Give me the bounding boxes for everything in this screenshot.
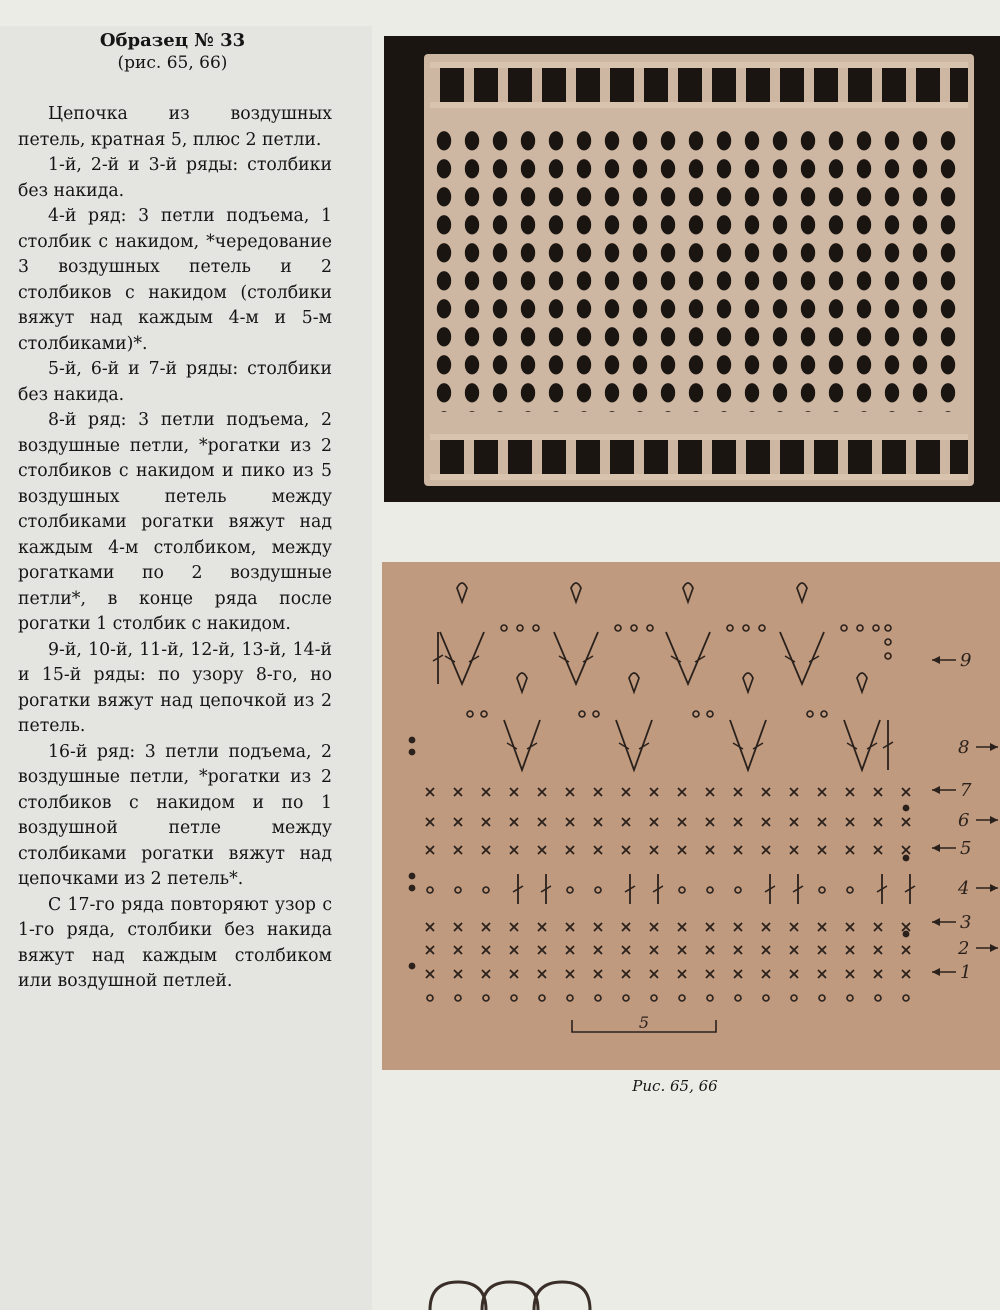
- single-crochet-mark: [650, 846, 658, 854]
- single-crochet-mark: [902, 846, 910, 854]
- chain-stitch-mark: [511, 995, 517, 1001]
- chain-stitch-mark: [819, 887, 825, 893]
- chain-stitch-mark: [533, 625, 539, 631]
- single-crochet-mark: [902, 818, 910, 826]
- chain-stitch-mark: [763, 995, 769, 1001]
- chain-stitch-mark: [615, 625, 621, 631]
- single-crochet-mark: [706, 788, 714, 796]
- chain-stitch-mark: [885, 625, 891, 631]
- single-crochet-mark: [482, 818, 490, 826]
- picot-mark: [457, 583, 467, 602]
- chain-stitch-mark: [707, 887, 713, 893]
- single-crochet-mark: [902, 970, 910, 978]
- single-crochet-mark: [818, 970, 826, 978]
- chain-stitch-mark: [679, 995, 685, 1001]
- chain-stitch-mark: [679, 887, 685, 893]
- single-crochet-mark: [454, 970, 462, 978]
- slip-stitch-mark: [903, 931, 910, 938]
- single-crochet-mark: [706, 846, 714, 854]
- single-crochet-mark: [538, 788, 546, 796]
- single-crochet-mark: [650, 946, 658, 954]
- single-crochet-mark: [594, 923, 602, 931]
- stitch-chart-svg: [382, 562, 1000, 1070]
- row-label: 4: [958, 878, 970, 899]
- row-arrowhead: [990, 944, 998, 952]
- picot-mark: [629, 673, 639, 692]
- single-crochet-mark: [538, 970, 546, 978]
- row-arrowhead: [932, 918, 940, 926]
- fabric-top-band: [430, 62, 968, 108]
- chain-stitch-mark: [875, 995, 881, 1001]
- picot-mark: [857, 673, 867, 692]
- chain-stitch-mark: [727, 625, 733, 631]
- single-crochet-mark: [566, 923, 574, 931]
- single-crochet-mark: [510, 923, 518, 931]
- single-crochet-mark: [510, 846, 518, 854]
- single-crochet-mark: [594, 970, 602, 978]
- chain-stitch-mark: [707, 711, 713, 717]
- chain-stitch-mark: [567, 887, 573, 893]
- slip-stitch-mark: [409, 963, 416, 970]
- single-crochet-mark: [790, 846, 798, 854]
- single-crochet-mark: [454, 846, 462, 854]
- pattern-figure-ref: (рис. 65, 66): [117, 53, 228, 73]
- single-crochet-mark: [594, 946, 602, 954]
- single-crochet-mark: [678, 788, 686, 796]
- chain-stitch-mark: [847, 995, 853, 1001]
- chain-stitch-mark: [539, 995, 545, 1001]
- single-crochet-mark: [538, 946, 546, 954]
- single-crochet-mark: [566, 946, 574, 954]
- single-crochet-mark: [902, 788, 910, 796]
- single-crochet-mark: [426, 970, 434, 978]
- slip-stitch-mark: [409, 749, 416, 756]
- chain-stitch-mark: [857, 625, 863, 631]
- chain-stitch-mark: [481, 711, 487, 717]
- chain-stitch-mark: [517, 625, 523, 631]
- single-crochet-mark: [650, 818, 658, 826]
- chain-stitch-mark: [743, 625, 749, 631]
- figure-caption: Рис. 65, 66: [632, 1077, 718, 1095]
- single-crochet-mark: [846, 946, 854, 954]
- chain-stitch-mark: [483, 887, 489, 893]
- chain-stitch-mark: [579, 711, 585, 717]
- row-label: 8: [958, 737, 970, 758]
- row-arrowhead: [990, 743, 998, 751]
- crochet-fabric: [424, 54, 974, 486]
- chain-stitch-mark: [807, 711, 813, 717]
- chain-stitch-mark: [693, 711, 699, 717]
- paragraph-rows-9-15: 9-й, 10-й, 11-й, 12-й, 13-й, 14-й и 15-й ряды: по узору 8-го, но рогатки вяжут над цепочкой из 2 петель.: [18, 639, 332, 736]
- single-crochet-mark: [622, 946, 630, 954]
- row-label: 7: [960, 780, 972, 801]
- single-crochet-mark: [622, 970, 630, 978]
- single-crochet-mark: [790, 818, 798, 826]
- single-crochet-mark: [762, 818, 770, 826]
- single-crochet-mark: [622, 818, 630, 826]
- single-crochet-mark: [650, 923, 658, 931]
- single-crochet-mark: [846, 846, 854, 854]
- picot-mark: [683, 583, 693, 602]
- single-crochet-mark: [902, 946, 910, 954]
- single-crochet-mark: [902, 923, 910, 931]
- chain-stitch-mark: [593, 711, 599, 717]
- repeat-label: 5: [638, 1013, 650, 1032]
- v-stitch-mark: [780, 632, 824, 684]
- chain-stitch-mark: [455, 887, 461, 893]
- single-crochet-mark: [510, 818, 518, 826]
- single-crochet-mark: [762, 846, 770, 854]
- chain-stitch-mark: [651, 995, 657, 1001]
- chain-stitch-mark: [759, 625, 765, 631]
- decorative-ornament: [420, 1268, 620, 1310]
- single-crochet-mark: [762, 946, 770, 954]
- single-crochet-mark: [706, 970, 714, 978]
- single-crochet-mark: [818, 923, 826, 931]
- chain-stitch-mark: [873, 625, 879, 631]
- chain-stitch-mark: [467, 711, 473, 717]
- chain-stitch-mark: [885, 653, 891, 659]
- single-crochet-mark: [426, 923, 434, 931]
- single-crochet-mark: [874, 818, 882, 826]
- single-crochet-mark: [762, 970, 770, 978]
- single-crochet-mark: [762, 923, 770, 931]
- chain-stitch-mark: [821, 711, 827, 717]
- picot-mark: [517, 673, 527, 692]
- single-crochet-mark: [846, 970, 854, 978]
- chain-stitch-mark: [595, 887, 601, 893]
- chain-stitch-mark: [735, 887, 741, 893]
- instructions: [18, 102, 332, 995]
- single-crochet-mark: [482, 923, 490, 931]
- single-crochet-mark: [454, 818, 462, 826]
- single-crochet-mark: [846, 818, 854, 826]
- row-label: 6: [958, 810, 970, 831]
- chain-stitch-mark: [501, 625, 507, 631]
- row-arrowhead: [932, 786, 940, 794]
- chain-stitch-mark: [427, 995, 433, 1001]
- row-arrowhead: [990, 884, 998, 892]
- single-crochet-mark: [874, 946, 882, 954]
- chain-stitch-mark: [735, 995, 741, 1001]
- single-crochet-mark: [510, 946, 518, 954]
- v-stitch-mark: [554, 632, 598, 684]
- single-crochet-mark: [622, 788, 630, 796]
- single-crochet-mark: [874, 923, 882, 931]
- chain-stitch-mark: [707, 995, 713, 1001]
- single-crochet-mark: [818, 788, 826, 796]
- single-crochet-mark: [734, 970, 742, 978]
- single-crochet-mark: [566, 788, 574, 796]
- single-crochet-mark: [818, 818, 826, 826]
- sample-photo: [384, 36, 1000, 502]
- chain-stitch-mark: [455, 995, 461, 1001]
- single-crochet-mark: [482, 946, 490, 954]
- fabric-bottom-band: [430, 434, 968, 480]
- picot-mark: [571, 583, 581, 602]
- paragraph-rows-5-7: 5-й, 6-й и 7-й ряды: столбики без накида.: [18, 359, 332, 405]
- single-crochet-mark: [622, 846, 630, 854]
- single-crochet-mark: [790, 946, 798, 954]
- single-crochet-mark: [874, 846, 882, 854]
- chain-stitch-mark: [647, 625, 653, 631]
- single-crochet-mark: [734, 846, 742, 854]
- row-arrowhead: [932, 844, 940, 852]
- single-crochet-mark: [846, 788, 854, 796]
- single-crochet-mark: [454, 788, 462, 796]
- single-crochet-mark: [818, 846, 826, 854]
- chain-stitch-mark: [567, 995, 573, 1001]
- single-crochet-mark: [594, 846, 602, 854]
- single-crochet-mark: [734, 818, 742, 826]
- slip-stitch-mark: [903, 855, 910, 862]
- paragraph-rows-1-3: 1-й, 2-й и 3-й ряды: столбики без накида.: [18, 155, 332, 201]
- single-crochet-mark: [594, 788, 602, 796]
- paragraph-row-4: 4-й ряд: 3 петли подъема, 1 столбик с накидом, *чередование 3 воздушных петель и 2 столбиков с накидом (столбики вяжут над каждым 4-м и 5-м столбиками)*.: [18, 206, 332, 354]
- chain-stitch-mark: [903, 995, 909, 1001]
- stitch-chart: [382, 562, 1000, 1070]
- row-arrowhead: [990, 816, 998, 824]
- chain-stitch-mark: [819, 995, 825, 1001]
- v-stitch-mark: [440, 632, 484, 684]
- single-crochet-mark: [426, 788, 434, 796]
- pattern-heading: Образец № 33: [99, 30, 246, 51]
- paragraph-row-16: 16-й ряд: 3 петли подъема, 2 воздушные петли, *рогатки из 2 столбиков с накидом и по 1 воздушной петле между столбиками рогатки вяжут над цепочками из 2 петель*.: [18, 741, 332, 889]
- row-label: 1: [960, 962, 972, 983]
- single-crochet-mark: [818, 946, 826, 954]
- single-crochet-mark: [706, 923, 714, 931]
- single-crochet-mark: [510, 970, 518, 978]
- single-crochet-mark: [538, 923, 546, 931]
- paragraph-repeat: С 17-го ряда повторяют узор с 1-го ряда, столбики без накида вяжут над каждым столбиком или воздушной петлей.: [18, 894, 332, 991]
- single-crochet-mark: [510, 788, 518, 796]
- single-crochet-mark: [706, 818, 714, 826]
- single-crochet-mark: [566, 846, 574, 854]
- paragraph-foundation: Цепочка из воздушных петель, кратная 5, плюс 2 петли.: [18, 104, 332, 150]
- single-crochet-mark: [650, 788, 658, 796]
- single-crochet-mark: [874, 970, 882, 978]
- single-crochet-mark: [622, 923, 630, 931]
- v-stitch-mark: [666, 632, 710, 684]
- single-crochet-mark: [650, 970, 658, 978]
- chain-stitch-mark: [483, 995, 489, 1001]
- fabric-mesh: [430, 124, 968, 412]
- single-crochet-mark: [426, 846, 434, 854]
- single-crochet-mark: [678, 946, 686, 954]
- single-crochet-mark: [482, 846, 490, 854]
- slip-stitch-mark: [903, 805, 910, 812]
- single-crochet-mark: [566, 818, 574, 826]
- slip-stitch-mark: [409, 885, 416, 892]
- row-arrowhead: [932, 656, 940, 664]
- chain-stitch-mark: [841, 625, 847, 631]
- single-crochet-mark: [426, 818, 434, 826]
- single-crochet-mark: [594, 818, 602, 826]
- single-crochet-mark: [454, 946, 462, 954]
- single-crochet-mark: [566, 970, 574, 978]
- picot-mark: [743, 673, 753, 692]
- single-crochet-mark: [538, 846, 546, 854]
- single-crochet-mark: [734, 946, 742, 954]
- paragraph-row-8: 8-й ряд: 3 петли подъема, 2 воздушные петли, *рогатки из 2 столбиков с накидом и пико из 5 воздушных петель между столбиками рогатки вяжут над каждым 4-м столбиком, между рогатками по 2 воздушные петли*, в конце ряда после рогатки 1 столбик с накидом.: [18, 410, 332, 634]
- row-label: 5: [960, 838, 972, 859]
- single-crochet-mark: [790, 788, 798, 796]
- chain-stitch-mark: [847, 887, 853, 893]
- picot-mark: [797, 583, 807, 602]
- chain-stitch-mark: [427, 887, 433, 893]
- single-crochet-mark: [426, 946, 434, 954]
- slip-stitch-mark: [409, 737, 416, 744]
- row-arrowhead: [932, 968, 940, 976]
- row-label: 3: [960, 912, 972, 933]
- chain-stitch-mark: [623, 995, 629, 1001]
- single-crochet-mark: [874, 788, 882, 796]
- single-crochet-mark: [482, 788, 490, 796]
- single-crochet-mark: [538, 818, 546, 826]
- slip-stitch-mark: [409, 873, 416, 880]
- single-crochet-mark: [678, 846, 686, 854]
- single-crochet-mark: [678, 923, 686, 931]
- chain-stitch-mark: [791, 995, 797, 1001]
- single-crochet-mark: [706, 946, 714, 954]
- single-crochet-mark: [846, 923, 854, 931]
- single-crochet-mark: [678, 970, 686, 978]
- chain-stitch-mark: [885, 639, 891, 645]
- single-crochet-mark: [790, 970, 798, 978]
- single-crochet-mark: [482, 970, 490, 978]
- single-crochet-mark: [790, 923, 798, 931]
- single-crochet-mark: [454, 923, 462, 931]
- chain-stitch-mark: [631, 625, 637, 631]
- single-crochet-mark: [734, 788, 742, 796]
- row-label: 2: [958, 938, 970, 959]
- single-crochet-mark: [734, 923, 742, 931]
- chain-stitch-mark: [595, 995, 601, 1001]
- single-crochet-mark: [678, 818, 686, 826]
- single-crochet-mark: [762, 788, 770, 796]
- row-label: 9: [960, 650, 972, 671]
